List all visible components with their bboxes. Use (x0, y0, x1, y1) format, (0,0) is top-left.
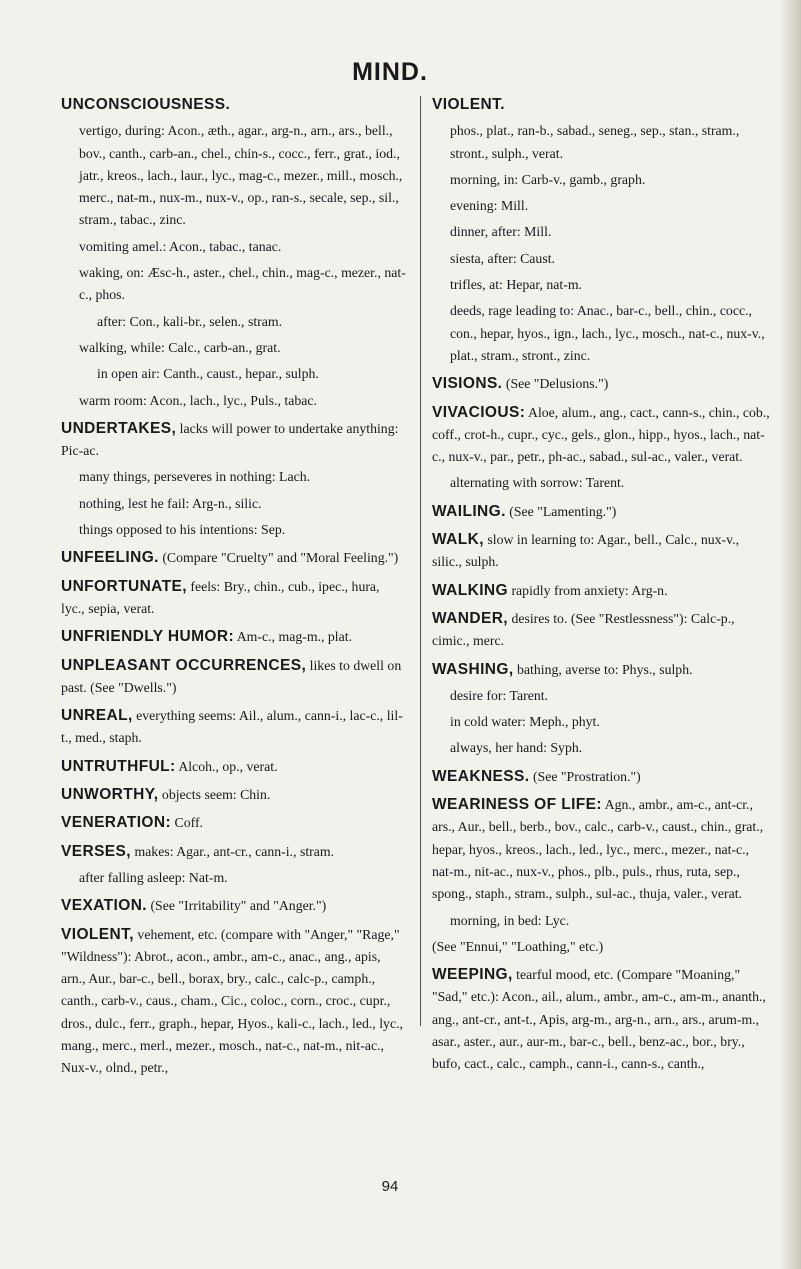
subentry: (See "Ennui," "Loathing," etc.) (432, 938, 604, 954)
entry-weakness (432, 766, 770, 788)
entry-heading: UNCONSCIOUSNESS. (61, 96, 231, 113)
entry-text: everything seems: Ail., alum., cann-i., lac-c., lil-t., med., staph. (61, 708, 403, 746)
entry-heading: VIOLENT, (61, 925, 134, 943)
entry-visions (432, 373, 770, 395)
subentry: deeds, rage leading to: Anac., bar-c., bell., chin., cocc., con., hepar, hyos., ign., lach., lyc., mosch., nat-c., nux-v., plat., stram., stront., zinc. (450, 303, 765, 363)
subentry: desire for: Tarent. (450, 687, 548, 703)
subentry: nothing, lest he fail: Arg-n., silic. (79, 495, 262, 511)
subentry: many things, perseveres in nothing: Lach. (79, 469, 311, 485)
entry-text: tearful mood, etc. (Compare "Moaning," "Sad," etc.): Acon., ail., alum., ambr., am-c., am-m., ananth., ang., ant-cr., ant-t., Apis, arg-m., arg-n., arn., ars., arum-m., asar., aster., aur., aur-m., bar-c., bell., benz-ac., bor., bry., bufo, cact., calc., camph., cann-i., cann-s., canth., (432, 967, 766, 1072)
entry-unreal (61, 705, 406, 750)
entry-heading: UNDERTAKES, (61, 419, 177, 437)
left-column (61, 94, 406, 1080)
entry-text: (See "Prostration.") (532, 768, 641, 784)
subentry: morning, in: Carb-v., gamb., graph. (450, 171, 646, 187)
subentry: waking, on: Æsc-h., aster., chel., chin., mag-c., mezer., nat-c., phos. (79, 265, 406, 303)
entry-text: Coff. (174, 815, 203, 831)
entry-untruthful (61, 756, 406, 778)
entry-walk (432, 529, 770, 574)
entry-veneration (61, 812, 406, 834)
entry-violent (61, 924, 406, 1080)
subentry: after: Con., kali-br., selen., stram. (97, 313, 283, 329)
entry-heading: UNTRUTHFUL: (61, 757, 176, 775)
entry-walking (432, 580, 770, 602)
subentry: morning, in bed: Lyc. (450, 912, 570, 928)
entry-weeping (432, 964, 770, 1075)
subentry: always, her hand: Syph. (450, 740, 583, 756)
page-number: 94 (381, 1178, 399, 1195)
subentry: things opposed to his intentions: Sep. (79, 522, 286, 538)
entry-heading: VISIONS. (432, 375, 503, 393)
entry-text: makes: Agar., ant-cr., cann-i., stram. (134, 843, 335, 859)
entry-text: feels: Bry., chin., cub., ipec., hura, lyc., sepia, verat. (61, 578, 380, 616)
subentry: warm room: Acon., lach., lyc., Puls., tabac. (79, 392, 317, 408)
entry-text: (See "Delusions.") (505, 376, 609, 392)
entry-heading: UNPLEASANT OCCURRENCES, (61, 656, 307, 674)
entry-text: rapidly from anxiety: Arg-n. (511, 582, 668, 598)
entry-text: (Compare "Cruelty" and "Moral Feeling.") (162, 550, 399, 566)
entry-vivacious (432, 402, 770, 495)
entry-wander (432, 608, 770, 653)
entry-heading: WAILING. (432, 502, 506, 520)
subentry: in open air: Canth., caust., hepar., sulph. (97, 366, 319, 382)
subentry: in cold water: Meph., phyt. (450, 714, 600, 730)
right-column (432, 94, 770, 1076)
entry-heading: UNFEELING. (61, 549, 159, 567)
entry-heading: WEEPING, (432, 966, 513, 984)
entry-heading: WEAKNESS. (432, 767, 530, 785)
entry-text: (See "Irritability" and "Anger.") (150, 898, 327, 914)
entry-heading: UNFRIENDLY HUMOR: (61, 628, 235, 646)
entry-text: Agn., ambr., am-c., ant-cr., ars., Aur., bell., berb., bov., calc., carb-v., caust., chin., grat., hepar, hyos., kreos., lach., led., lyc., merc., mezer., nat-c., nat-m., nit-ac., nux-v., phos., plb., puls., rhus, ruta, sep., spong., staph., stram., sulph., sul-ac., thuja, valer., verat. (432, 797, 764, 902)
running-head: MIND. (352, 58, 428, 86)
entry-heading: WASHING, (432, 660, 514, 678)
entry-wailing (432, 501, 770, 523)
subentry: after falling asleep: Nat-m. (79, 869, 228, 885)
entry-weariness (432, 794, 770, 958)
subentry: trifles, at: Hepar, nat-m. (450, 277, 582, 293)
entry-text: slow in learning to: Agar., bell., Calc., nux-v., silic., sulph. (432, 532, 740, 570)
subentry: alternating with sorrow: Tarent. (450, 475, 625, 491)
entry-heading: UNFORTUNATE, (61, 577, 187, 595)
entry-washing (432, 659, 770, 760)
entry-heading: WALK, (432, 531, 484, 549)
subentry: siesta, after: Caust. (450, 250, 555, 266)
subentry: vomiting amel.: Acon., tabac., tanac. (79, 238, 282, 254)
entry-text: objects seem: Chin. (161, 787, 271, 803)
entry-heading: VEXATION. (61, 897, 147, 915)
entry-text: Am-c., mag-m., plat. (236, 629, 353, 645)
subentry: vertigo, during: Acon., æth., agar., arg-n., arn., ars., bell., bov., canth., carb-an., chel., chin-s., cocc., ferr., grat., iod., jatr., kreos., lach., laur., lyc., mag-c., mezer., mill., mosch., merc., nat-m., nux-m., nux-v., op., ran-s., secale, sep., sil., stram., tabac., zinc. (79, 123, 403, 228)
entry-text: vehement, etc. (compare with "Anger," "Rage," "Wildness"): Abrot., acon., ambr., am-c., anac., ang., apis, arn., Aur., bar-c., bell., borax, bry., calc., calc-p., camph., canth., carb-v., caus., cham., Cic., coloc., corn., croc., cupr., dros., dulc., ferr., graph., hepar, Hyos., kali-c., lach., led., lyc., mang., merc., merl., mezer., mosch., nat-c., nat-m., nit-ac., Nux-v., olnd., petr., (61, 926, 403, 1076)
entry-heading: VIOLENT. (432, 96, 505, 113)
entry-heading: VIVACIOUS: (432, 403, 526, 421)
entry-unfortunate (61, 576, 406, 621)
entry-text: lacks will power to undertake anything: Pic-ac. (61, 420, 399, 459)
entry-violent-continued (432, 94, 770, 367)
entry-text: desires to. (See "Restlessness"): Calc-p., cimic., merc. (432, 610, 735, 649)
entry-unpleasant (61, 655, 406, 700)
subentry: walking, while: Calc., carb-an., grat. (79, 339, 281, 355)
column-divider (420, 96, 421, 1026)
subentry: dinner, after: Mill. (450, 224, 552, 240)
subentry: phos., plat., ran-b., sabad., seneg., sep., stan., stram., stront., sulph., verat. (450, 123, 740, 161)
entry-text: bathing, averse to: Phys., sulph. (517, 661, 693, 677)
entry-heading: VERSES, (61, 842, 131, 860)
entry-vexation (61, 895, 406, 917)
entry-verses (61, 841, 406, 890)
entry-unfriendly (61, 626, 406, 648)
entry-text: Aloe, alum., ang., cact., cann-s., chin., cob., coff., crot-h., cupr., cyc., gels., glon., hipp., hyos., lach., nat-c., nux-v., par., petr., ph-ac., sabad., sul-ac., valer., verat. (432, 404, 770, 465)
page-edge-shadow (779, 0, 801, 1269)
entry-heading: WALKING (432, 581, 508, 599)
entry-undertakes (61, 418, 406, 541)
entry-heading: WEARINESS OF LIFE: (432, 796, 602, 814)
entry-heading: UNWORTHY, (61, 786, 159, 804)
entry-text: Alcoh., op., verat. (178, 758, 278, 774)
entry-unfeeling (61, 547, 406, 569)
subentry: evening: Mill. (450, 198, 529, 214)
entry-heading: UNREAL, (61, 707, 133, 725)
entry-unworthy (61, 784, 406, 806)
entry-unconsciousness (61, 94, 406, 412)
entry-text: (See "Lamenting.") (509, 503, 617, 519)
entry-text: likes to dwell on past. (See "Dwells.") (61, 657, 402, 695)
entry-heading: VENERATION: (61, 814, 172, 832)
entry-heading: WANDER, (432, 609, 508, 627)
